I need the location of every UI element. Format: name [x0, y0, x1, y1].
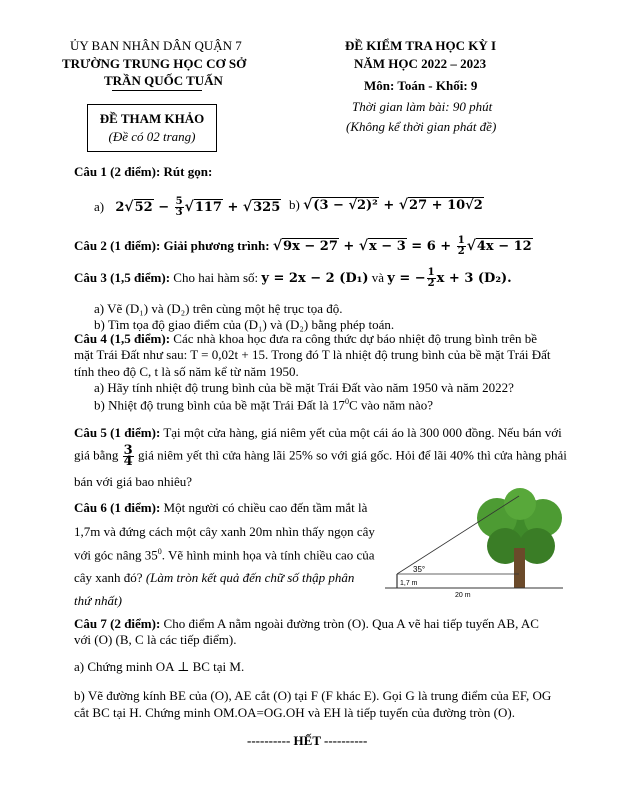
q7-line1 [74, 616, 539, 632]
q6-line4 [74, 570, 354, 586]
duration: Thời gian làm bài: 90 phút [352, 99, 493, 114]
q7-b2: cắt BC tại H. Chứng minh OM.OA=OG.OH và EH là tiếp tuyến của đường tròn (O). [74, 705, 515, 720]
school-name: TRƯỜNG TRUNG HỌC CƠ SỞ [62, 56, 247, 71]
q7-title: Câu 7 (2 điểm): [74, 616, 161, 631]
q3-text: Cho hai hàm số: [173, 270, 259, 285]
q1-a-label: a) [94, 199, 105, 214]
q2: Câu 2 (1 điểm): Giải phương trình: √9x − 27 + √x − 3 = 6 + $\frac{1}{2}$ √4x − 12 [74, 235, 532, 257]
q1-title: Câu 1 (2 điểm): Rút gọn: [74, 164, 213, 179]
q7-b1: b) Vẽ đường kính BE của (O), AE cắt (O) tại F (F khác E). Gọi G là trung điểm của EF, OG [74, 688, 552, 703]
q1-a: a) 2√52 − $\frac{5}{3}$ √117 + √325 [94, 196, 281, 218]
q4-line1 [74, 331, 537, 347]
q5-post: giá niêm yết thì cửa hàng lãi 25% so với giá gốc. Hỏi để lãi 40% thì cửa hàng phải [137, 447, 567, 463]
q7-a: a) Chứng minh OA ⊥ BC tại M. [74, 659, 245, 674]
q7-text: Cho điểm A nằm ngoài đường tròn (O). Qua A vẽ hai tiếp tuyến AB, AC [163, 616, 539, 631]
school-name-2: TRẦN QUỐC TUẤN [104, 73, 223, 88]
q2-title: Câu 2 (1 điểm): Giải phương trình: [74, 238, 270, 253]
distance-label: 20 m [455, 592, 471, 599]
tree-figure [385, 488, 565, 600]
end-marker: ---------- HẾT ---------- [247, 733, 368, 748]
subject: Môn: Toán - Khối: 9 [364, 78, 478, 93]
q5-title: Câu 5 (1 điểm): [74, 425, 161, 440]
q6-line3: với góc nâng $35^0$. Vẽ hình minh họa và tính chiều cao của [74, 547, 375, 563]
q7-line2: với (O) (B, C là các tiếp điểm). [74, 632, 237, 647]
q6-pre: với góc nâng 35 [74, 547, 158, 563]
q6-post: . Vẽ hình minh họa và tính chiều cao của [161, 547, 375, 563]
q6-line4-italic: (Làm tròn kết quả đến chữ số thập phân [145, 570, 355, 585]
q6-title: Câu 6 (1 điểm): [74, 500, 161, 515]
q6-text: Một người có chiều cao đến tầm mắt là [163, 500, 368, 515]
q3-title: Câu 3 (1,5 điểm): [74, 270, 171, 285]
q4-line2: mặt Trái Đất như sau: T = 0,02t + 15. Trong đó T là nhiệt độ trung bình của bề mặt Trái Đất [74, 347, 551, 362]
exam-title: ĐỀ KIỂM TRA HỌC KỲ I [345, 38, 497, 53]
q5-line2: giá bằng $\frac{3}{4}$ giá niêm yết thì cửa hàng lãi 25% so với giá gốc. Hỏi để lãi 40% thì cửa hàng phải [74, 443, 567, 469]
q4-b: b) Nhiệt độ trung bình của bề mặt Trái Đất là $17^0C$ vào năm nào? [94, 397, 434, 413]
reference-box [87, 104, 217, 152]
q6-line2: 1,7m và đứng cách một cây xanh 20m nhìn thấy ngọn cây [74, 524, 375, 539]
q1-b-label: b) [289, 197, 300, 212]
q4-line3: tính theo độ C, t là số năm kể từ năm 1950. [74, 364, 299, 379]
tree-trunk [514, 548, 525, 588]
q4-b-post: C vào năm nào? [348, 397, 434, 413]
box-title: ĐỀ THAM KHẢO [99, 111, 205, 126]
q4-text: Các nhà khoa học đưa ra công thức dự báo nhiệt độ trung bình trên bề [173, 331, 538, 346]
q6-line5: thứ nhất) [74, 593, 122, 608]
q3: Câu 3 (1,5 điểm): Cho hai hàm số: y = 2x − 2 (D₁) và y = − $\frac{1}{2}$ x + 3 (D₂). [74, 267, 512, 289]
q4-a: a) Hãy tính nhiệt độ trung bình của bề mặt Trái Đất vào năm 1950 và năm 2022? [94, 380, 514, 395]
height-label: 1,7 m [400, 580, 418, 587]
q6-line4-text: cây xanh đó? [74, 570, 143, 585]
q6-line1 [74, 500, 367, 516]
q5-line3: bán với giá bao nhiêu? [74, 474, 193, 489]
q4-b-pre: b) Nhiệt độ trung bình của bề mặt Trái Đất là 17 [94, 397, 345, 413]
q1-b: b) √(3 − √2)² + √27 + 10√2 [289, 197, 483, 213]
school-year: NĂM HỌC 2022 – 2023 [354, 56, 487, 71]
q3-b: b) Tìm tọa độ giao điểm của (D₁) và (D₂) bằng phép toán. [94, 317, 395, 332]
duration-note: (Không kể thời gian phát đề) [346, 119, 497, 134]
q4-title: Câu 4 (1,5 điểm): [74, 331, 171, 346]
q3-a: a) Vẽ (D₁) và (D₂) trên cùng một hệ trục tọa độ. [94, 301, 343, 316]
q5-text: Tại một cửa hàng, giá niêm yết của một cái áo là 300 000 đồng. Nếu bán với [163, 425, 562, 440]
q5-line1 [74, 425, 562, 441]
angle-label: 35° [413, 565, 426, 574]
box-subtitle: (Đề có 02 trang) [108, 129, 196, 144]
q5-pre: giá bằng [74, 447, 119, 463]
divider [112, 90, 202, 91]
dept-name: ỦY BAN NHÂN DÂN QUẬN 7 [70, 38, 242, 53]
